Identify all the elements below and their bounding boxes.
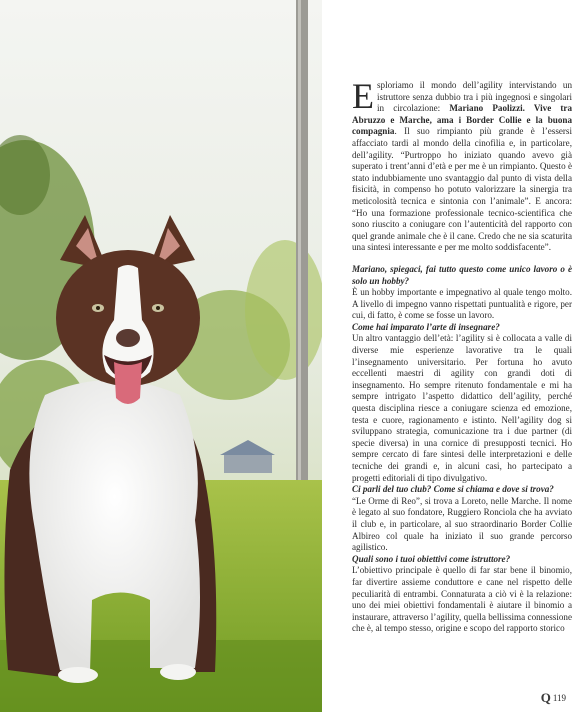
magazine-logo: Q [540, 690, 551, 705]
page-number: 119 [552, 693, 566, 703]
question-2: Come hai imparato l’arte di insegnare? [352, 321, 500, 332]
intro-paragraph [352, 76, 573, 254]
intro-text-2: . Il suo rimpianto più grande è l’essersi affacciato tardi al mondo della cinofilia e, in particolare, dell’agility. “Purtroppo ho iniziato quando avevo già superato i trent’anni d’età e per me è un rimpianto. Questo è stato indubbiamente uno svantaggio dal punto di vista della fisicità, in compenso ho potuto valorizzare la sinergia tra meticolosità tecnica e sintonia con l’animale”. E ancora: “Ho una formazione professionale tecnico-scientifica che sono riuscito a coniugare con l’autenticità del rapporto con quel grande animale che è il cane. Credo che ne sia scaturita una sintesi interessante e per me molto soddisfacente”. [352, 126, 572, 253]
page-folio [541, 690, 566, 706]
answer-1: È un hobby importante e impegnativo al quale tengo molto. A livello di impegno vanno rispettati puntualità e rigore, per cui, di fatto, è come se fosse un lavoro. [352, 287, 572, 321]
question-3: Ci parli del tuo club? Come si chiama e dove si trova? [352, 484, 554, 495]
intro-text-1: sploriamo il mondo dell’agility intervistando un istruttore senza dubbio tra i più ingegnosi e singolari in circolazione: [377, 80, 572, 114]
answer-4: L’obiettivo principale è quello di far star bene il binomio, far divertire assieme conduttore e cane nel rispetto delle peculiarità di entrambi. Connaturata a ciò vi è la relazione: uno dei miei obiettivi fondamentali è aiutare il binomio a instaurare, attraverso l’agility, quella bellissima connessione che è, al tempo stesso, origine e scopo del rapporto storico [352, 565, 572, 634]
answer-3: “Le Orme di Reo”, si trova a Loreto, nelle Marche. Il nome è legato al suo fondatore, Ruggiero Ronciola che ha avviato il club e, in particolare, al suo straordinario Border Collie Albireo col quale ha iniziato il suo grande percorso agilistico. [352, 495, 572, 553]
intro-name: Mariano Paolizzi. Vive tra Abruzzo e Marche, ama i Border Collie e la buona compagnia [352, 103, 573, 137]
question-4: Quali sono i tuoi obiettivi come istruttore? [352, 553, 511, 564]
answer-2: Un altro vantaggio dell’età: l’agility si è collocata a valle di diverse mie esperienze lavorative tra le quali l’insegnamento universitario. Per fortuna ho avuto eccellenti maestri di agility con grandi doti di insegnamento. Ho sempre ritenuto fondamentale e mi ha sempre intrigato l’aspetto didattico dell’agility, perché questa disciplina riesce a coniugare scienza ed emozione, testa e cuore, ragionamento e istinto. Nell’agility dog si sviluppano strategia, comunicazione tra i due partner (di specie diversa) in una cornice di presupposti tecnici. Ho sempre cercato di fare sintesi delle interpretazioni e delle tecniche dei grandi e, in alcuni casi, ho partecipato a progetti editoriali di tipo divulgativo. [352, 333, 572, 483]
article-body [352, 76, 573, 635]
question-1: Mariano, spiegaci, fai tutto questo come unico lavoro o è solo un hobby? [352, 263, 572, 286]
drop-cap: E [352, 76, 374, 116]
